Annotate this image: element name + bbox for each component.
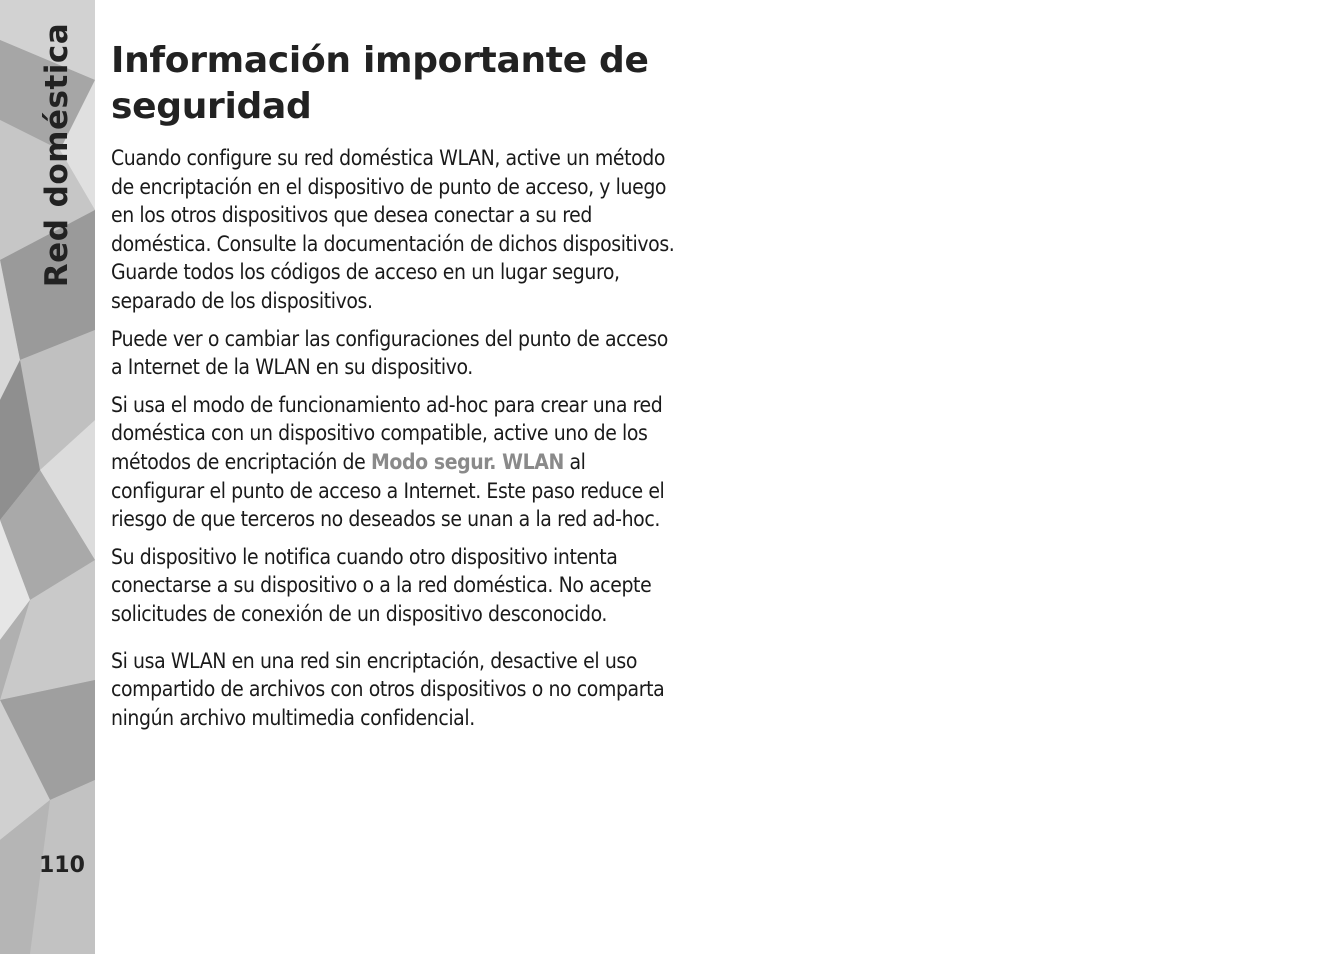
section-title: Red doméstica [39,22,75,288]
paragraph-text: Si usa el modo de funcionamiento ad-hoc para crear una red doméstica con un dispositivo compatible, active uno de los métodos de encriptación de [111,392,663,474]
paragraph-connection-requests: Su dispositivo le notifica cuando otro dispositivo intenta conectarse a su dispositivo o a la red doméstica. No acepte solicitudes de conexión de un dispositivo desconocido. [111,544,652,626]
paragraph-access-point-settings: Puede ver o cambiar las configuraciones del punto de acceso a Internet de la WLAN en su dispositivo. [111,326,668,380]
paragraph-text: al configurar el punto de acceso a Internet. Este paso reduce el riesgo de que terceros no deseados se unan a la red ad-hoc. [111,449,665,532]
page-number: 110 [39,853,85,878]
paragraph-ad-hoc-mode [111,391,676,534]
paragraph-file-sharing: Si usa WLAN en una red sin encriptación, desactive el uso compartido de archivos con otros dispositivos o no comparta ningún archivo multimedia confidencial. [111,648,665,730]
decorative-sidebar [0,0,95,954]
page-title: Información importante de seguridad [111,40,649,127]
paragraph-encryption-setup: Cuando configure su red doméstica WLAN, active un método de encriptación en el dispositivo de punto de acceso, y luego en los otros dispositivos que desea conectar a su red doméstica. Consulte la documentación de dichos dispositivos. Guarde todos los códigos de acceso en un lugar seguro, separado de los dispositivos. [111,146,675,313]
wlan-security-mode-term: Modo segur. WLAN [371,449,564,474]
article [111,38,676,741]
